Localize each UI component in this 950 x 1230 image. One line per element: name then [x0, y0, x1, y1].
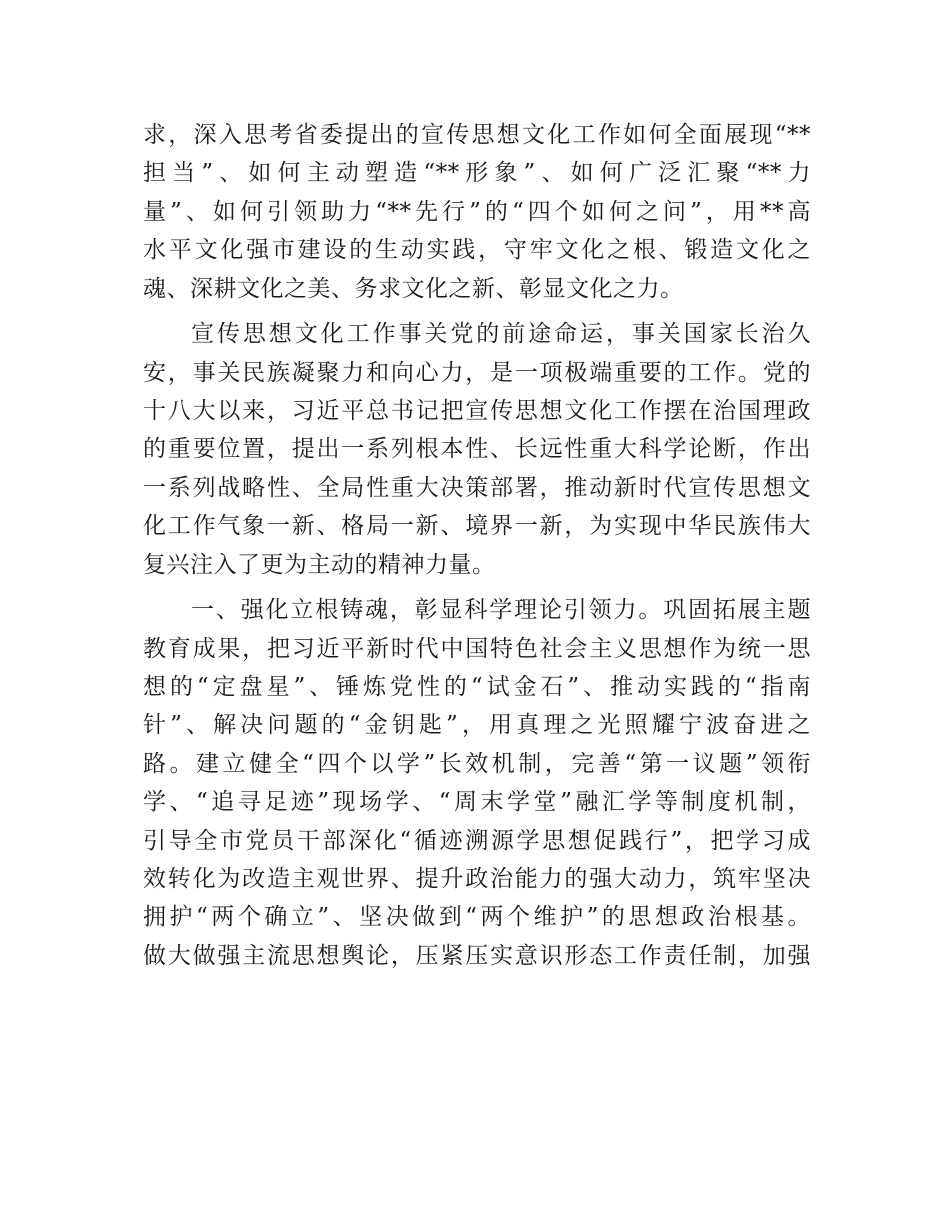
text-line: 安，事关民族凝聚力和向心力，是一项极端重要的工作。党的 [143, 359, 811, 386]
text-line: 担当”、如何主动塑造“**形象”、如何广泛汇聚“**力 [143, 160, 811, 187]
text-line: 复兴注入了更为主动的精神力量。 [143, 551, 496, 578]
text-line: 十八大以来，习近平总书记把宣传思想文化工作摆在治国理政 [143, 398, 811, 425]
text-line: 路。建立健全“四个以学”长效机制，完善“第一议题”领衔 [143, 750, 811, 777]
text-line: 引导全市党员干部深化“循迹溯源学思想促践行”，把学习成 [143, 827, 811, 854]
document-body [143, 116, 811, 975]
text-line: 一系列战略性、全局性重大决策部署，推动新时代宣传思想文 [143, 474, 811, 501]
text-line: 一、强化立根铸魂，彰显科学理论引领力。巩固拓展主题 [191, 597, 811, 624]
text-line: 想的“定盘星”、锤炼党性的“试金石”、推动实践的“指南 [143, 674, 811, 701]
paragraph-significance [143, 315, 811, 584]
text-line: 学、“追寻足迹”现场学、“周末学堂”融汇学等制度机制， [143, 789, 811, 816]
text-line: 效转化为改造主观世界、提升政治能力的强大动力，筑牢坚决 [143, 866, 811, 893]
paragraph-section-one [143, 591, 811, 975]
text-line: 的重要位置，提出一系列根本性、长远性重大科学论断，作出 [143, 436, 811, 463]
text-line: 求，深入思考省委提出的宣传思想文化工作如何全面展现“** [143, 122, 811, 148]
text-line: 教育成果，把习近平新时代中国特色社会主义思想作为统一思 [143, 635, 811, 662]
text-line: 针”、解决问题的“金钥匙”，用真理之光照耀宁波奋进之 [143, 712, 811, 739]
text-line: 水平文化强市建设的生动实践，守牢文化之根、锻造文化之 [143, 237, 811, 264]
text-line: 做大做强主流思想舆论，压紧压实意识形态工作责任制，加强 [143, 942, 811, 969]
text-line: 量”、如何引领助力“**先行”的“四个如何之问”，用**高 [143, 198, 811, 225]
text-line: 魂、深耕文化之美、务求文化之新、彰显文化之力。 [143, 275, 684, 302]
text-line: 拥护“两个确立”、坚决做到“两个维护”的思想政治根基。 [143, 904, 811, 931]
text-line: 宣传思想文化工作事关党的前途命运，事关国家长治久 [191, 321, 811, 348]
paragraph-intro [143, 116, 811, 308]
text-line: 化工作气象一新、格局一新、境界一新，为实现中华民族伟大 [143, 513, 811, 540]
